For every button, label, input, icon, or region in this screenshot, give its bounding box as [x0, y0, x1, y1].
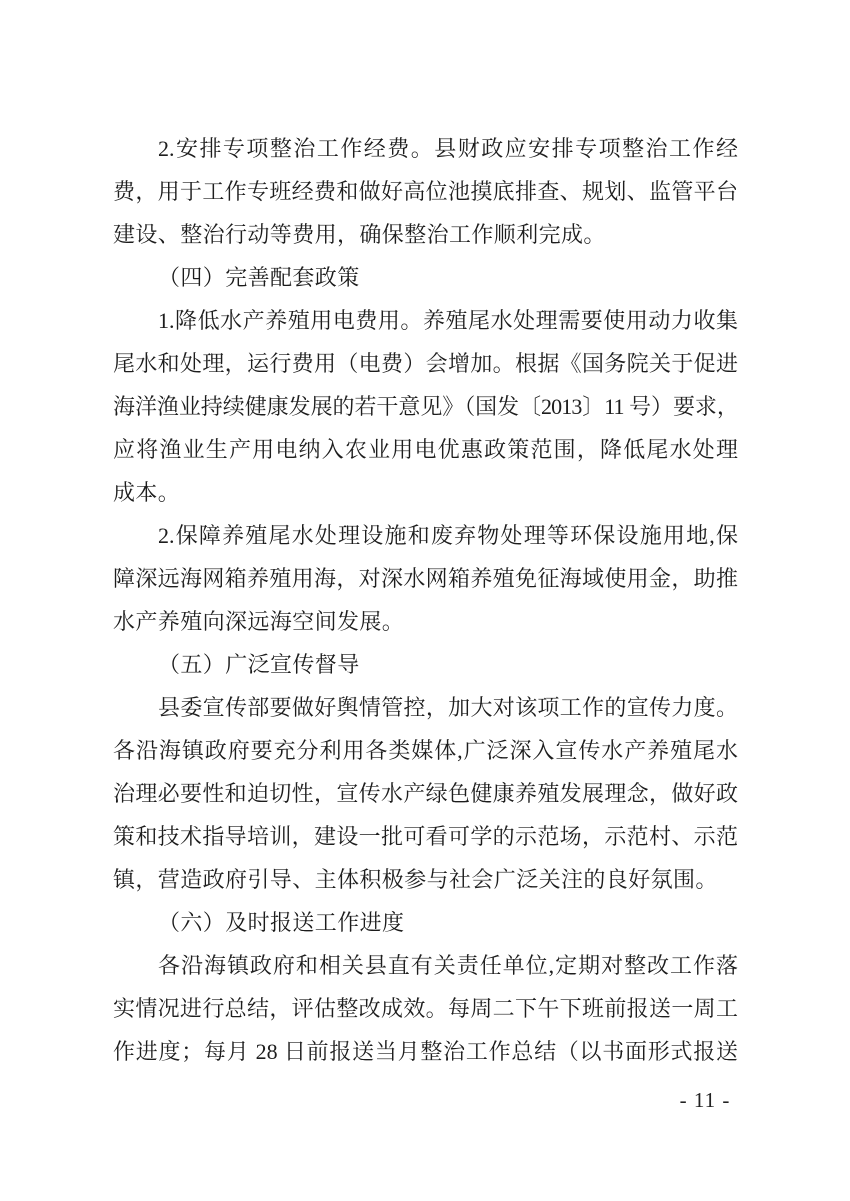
- text-line: 2.保障养殖尾水处理设施和废弃物处理等环保设施用地,保: [158, 523, 738, 548]
- text-line: 策和技术指导培训，建设一批可看可学的示范场，示范村、示范: [113, 824, 738, 849]
- document-body: [113, 127, 738, 1073]
- section-heading: （四）完善配套政策: [158, 265, 360, 290]
- text-line: 县委宣传部要做好舆情管控，加大对该项工作的宣传力度。: [158, 695, 738, 720]
- text-line: 治理必要性和迫切性，宣传水产绿色健康养殖发展理念，做好政: [113, 781, 738, 806]
- text-line: 费，用于工作专班经费和做好高位池摸底排查、规划、监管平台: [113, 179, 738, 204]
- text-line: 障深远海网箱养殖用海，对深水网箱养殖免征海域使用金，助推: [113, 566, 738, 591]
- text-line: 各沿海镇政府和相关县直有关责任单位,定期对整改工作落: [158, 953, 738, 978]
- text-line: 成本。: [113, 480, 181, 505]
- text-line: 建设、整治行动等费用，确保整治工作顺利完成。: [113, 222, 606, 247]
- text-line: 2.安排专项整治工作经费。县财政应安排专项整治工作经: [158, 136, 738, 161]
- text-line: 作进度；每月 28 日前报送当月整治工作总结（以书面形式报送: [113, 1039, 738, 1064]
- section-heading: （五）广泛宣传督导: [158, 652, 360, 677]
- text-line: 水产养殖向深远海空间发展。: [113, 609, 405, 634]
- text-line: 各沿海镇政府要充分利用各类媒体,广泛深入宣传水产养殖尾水: [113, 738, 738, 763]
- text-line: 1.降低水产养殖用电费用。养殖尾水处理需要使用动力收集: [158, 308, 738, 333]
- page-number: - 11 -: [679, 1088, 731, 1112]
- text-line: 镇，营造政府引导、主体积极参与社会广泛关注的良好氛围。: [113, 867, 718, 892]
- text-line: 应将渔业生产用电纳入农业用电优惠政策范围，降低尾水处理: [113, 437, 738, 462]
- section-heading: （六）及时报送工作进度: [158, 910, 405, 935]
- text-line: 尾水和处理，运行费用（电费）会增加。根据《国务院关于促进: [113, 351, 738, 376]
- text-line: 实情况进行总结，评估整改成效。每周二下午下班前报送一周工: [113, 996, 738, 1021]
- text-line: 海洋渔业持续健康发展的若干意见》（国发〔2013〕11 号）要求，: [113, 394, 738, 419]
